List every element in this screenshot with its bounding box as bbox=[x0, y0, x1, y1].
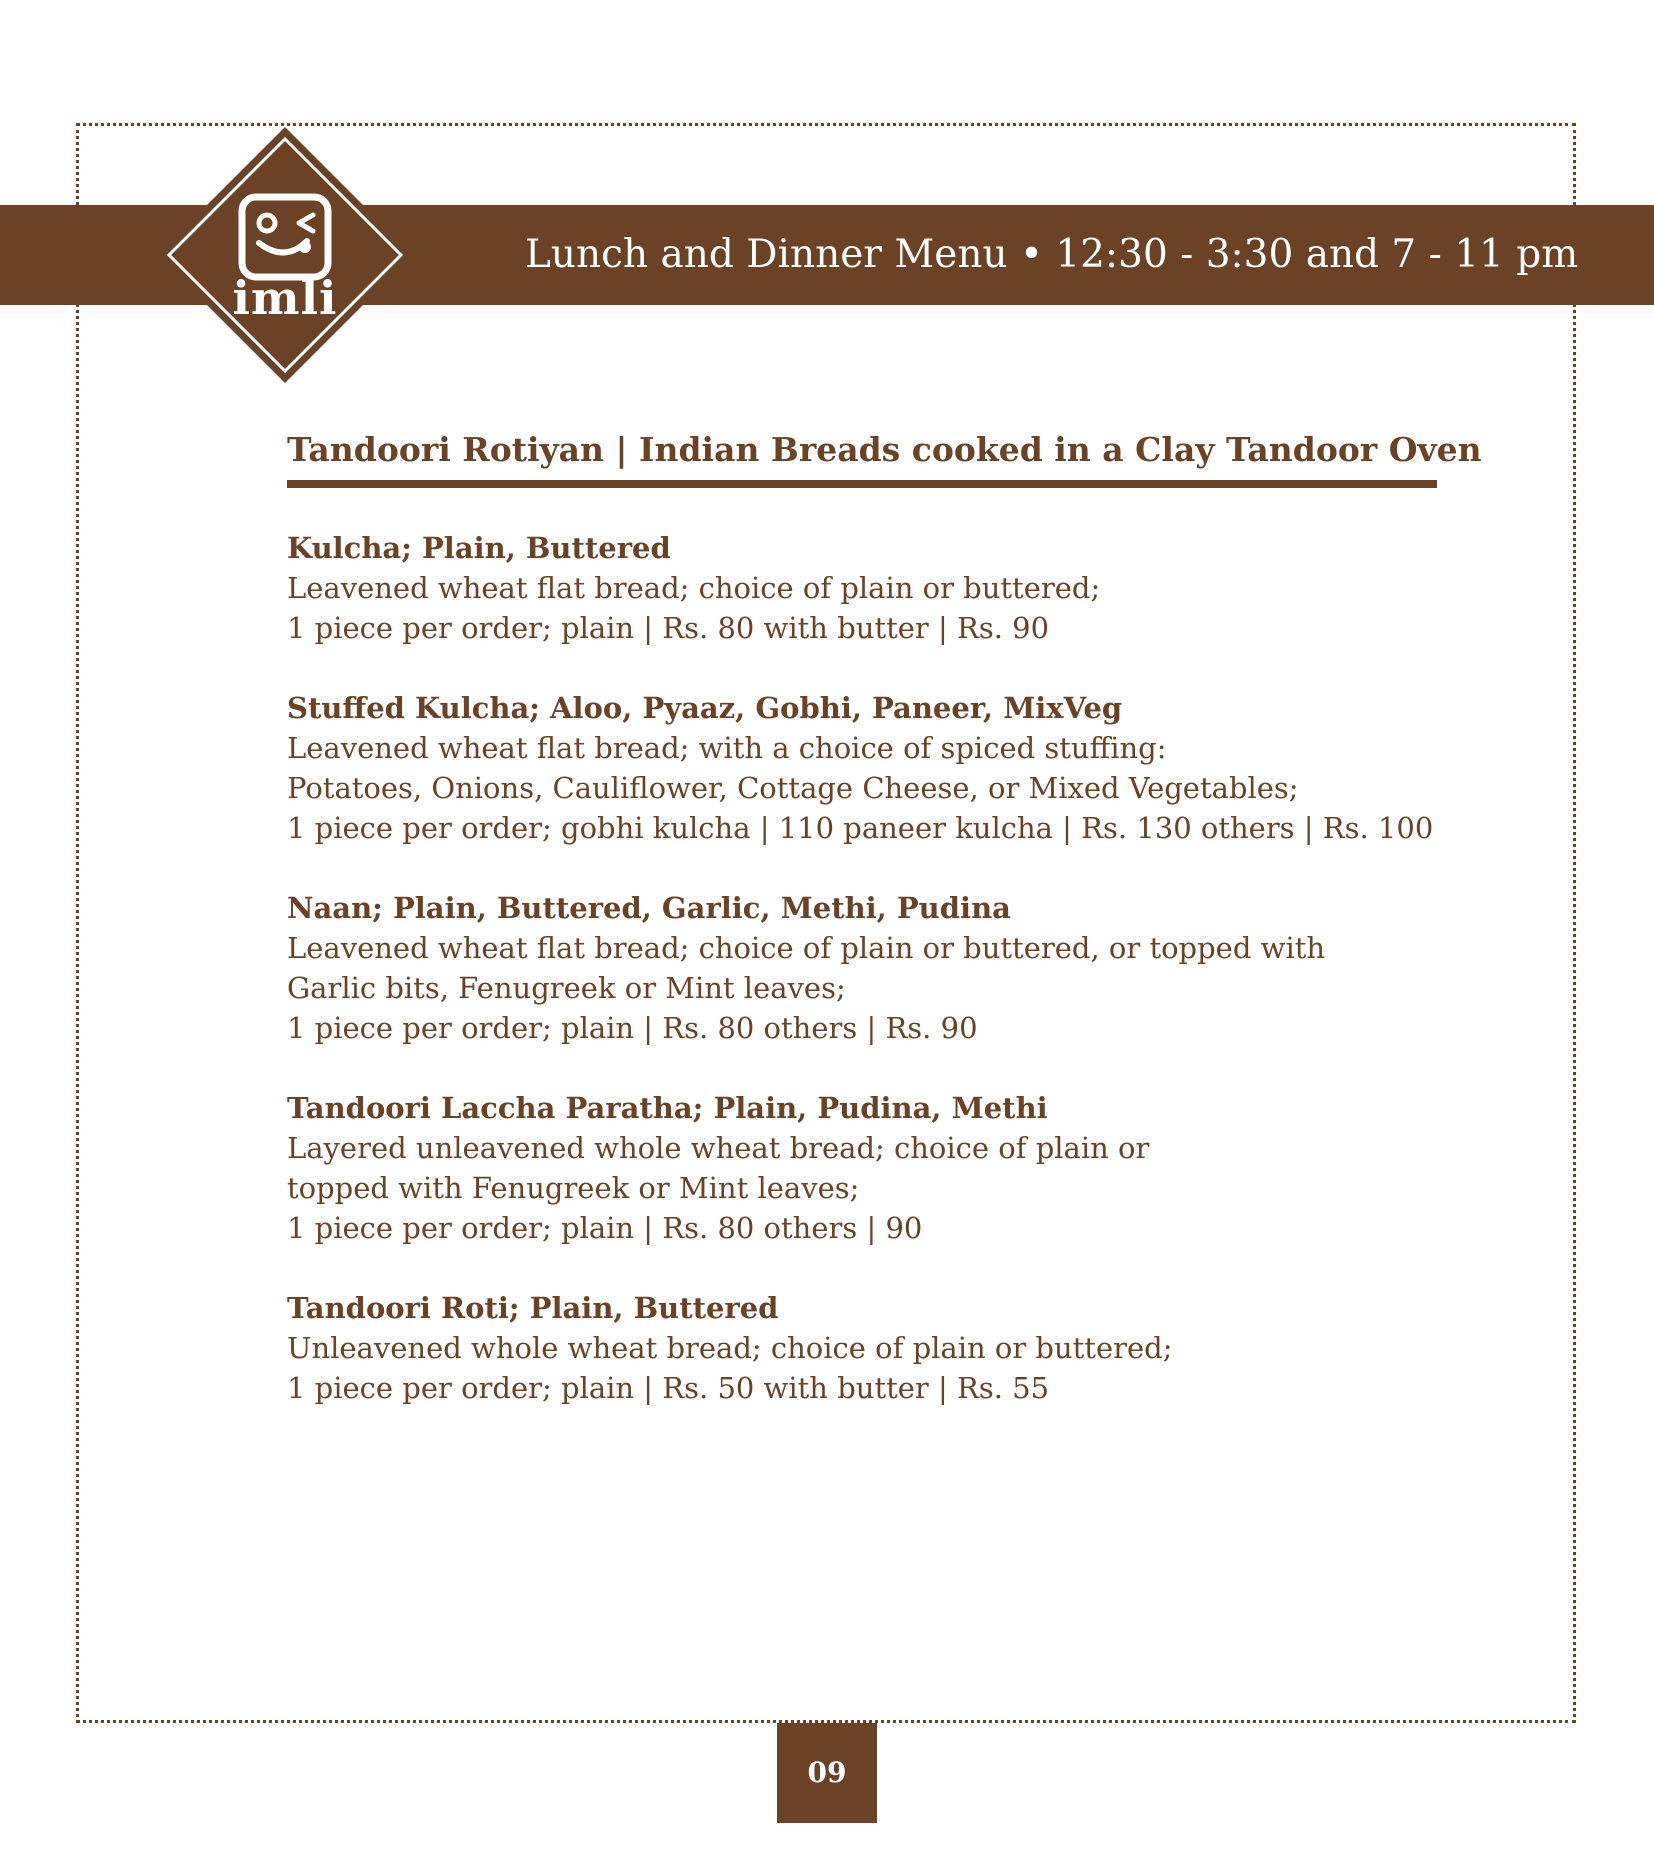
item-name: Naan; Plain, Buttered, Garlic, Methi, Pudina bbox=[287, 891, 1011, 925]
page-number: 09 bbox=[777, 1723, 877, 1823]
item-name: Tandoori Roti; Plain, Buttered bbox=[287, 1291, 779, 1325]
section-title: Tandoori Rotiyan | Indian Breads cooked in a Clay Tandoor Oven bbox=[287, 430, 1482, 469]
item-price: 1 piece per order; gobhi kulcha | 110 paneer kulcha | Rs. 130 others | Rs. 100 bbox=[287, 811, 1434, 845]
menu-item-laccha-paratha bbox=[287, 1088, 1437, 1248]
item-description: Layered unleavened whole wheat bread; choice of plain or bbox=[287, 1131, 1150, 1165]
item-price: 1 piece per order; plain | Rs. 50 with butter | Rs. 55 bbox=[287, 1371, 1050, 1405]
menu-item-stuffed-kulcha bbox=[287, 688, 1437, 848]
item-description: Leavened wheat flat bread; choice of plain or buttered, or topped with bbox=[287, 931, 1326, 965]
item-price: 1 piece per order; plain | Rs. 80 others | Rs. 90 bbox=[287, 1011, 978, 1045]
item-name: Kulcha; Plain, Buttered bbox=[287, 531, 671, 565]
item-description: topped with Fenugreek or Mint leaves; bbox=[287, 1171, 860, 1205]
menu-item-tandoori-roti bbox=[287, 1288, 1437, 1408]
logo-wordmark: imli bbox=[232, 271, 338, 325]
item-description: Leavened wheat flat bread; choice of plain or buttered; bbox=[287, 571, 1101, 605]
item-price: 1 piece per order; plain | Rs. 80 others | 90 bbox=[287, 1211, 923, 1245]
item-description: Unleavened whole wheat bread; choice of plain or buttered; bbox=[287, 1331, 1173, 1365]
menu-item-naan bbox=[287, 888, 1437, 1048]
menu-hours-title: Lunch and Dinner Menu • 12:30 - 3:30 and 7 - 11 pm bbox=[525, 232, 1579, 277]
item-name: Tandoori Laccha Paratha; Plain, Pudina, Methi bbox=[287, 1091, 1048, 1125]
item-description: Leavened wheat flat bread; with a choice of spiced stuffing: bbox=[287, 731, 1167, 765]
item-description: Garlic bits, Fenugreek or Mint leaves; bbox=[287, 971, 846, 1005]
item-description: Potatoes, Onions, Cauliflower, Cottage Cheese, or Mixed Vegetables; bbox=[287, 771, 1299, 805]
item-name: Stuffed Kulcha; Aloo, Pyaaz, Gobhi, Paneer, MixVeg bbox=[287, 691, 1123, 725]
menu-item-kulcha bbox=[287, 528, 1437, 648]
section-divider bbox=[287, 480, 1437, 488]
menu-section bbox=[287, 420, 1482, 1408]
winking-face-icon bbox=[155, 125, 415, 385]
imli-logo bbox=[155, 125, 415, 385]
item-price: 1 piece per order; plain | Rs. 80 with butter | Rs. 90 bbox=[287, 611, 1050, 645]
